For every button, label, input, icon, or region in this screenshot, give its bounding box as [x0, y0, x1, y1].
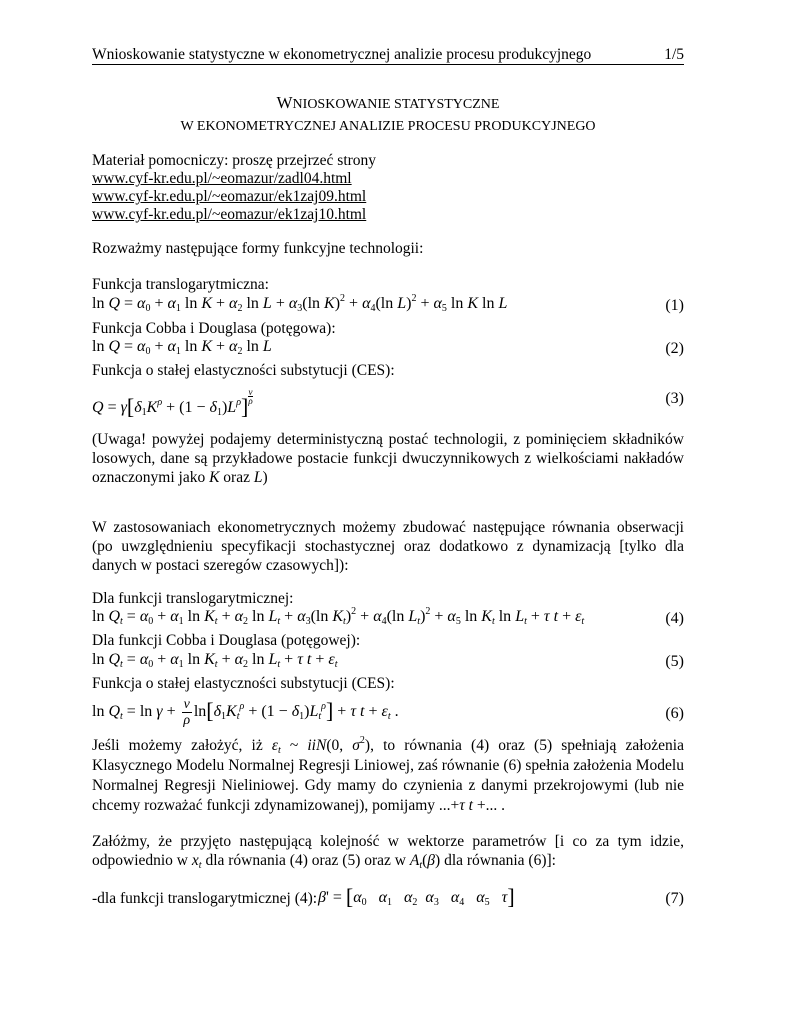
remark-text: (Uwaga! powyżej podajemy deterministyczną postać technologii, z pominięciem składników losowych, dane są przykładowe postacie funkcji dwuczynnikowych z wielkościami nakładów oznaczonymi jako — [92, 431, 684, 486]
equation-5: $\ln Q_t = \alpha_0 + \alpha_1$ $\ln K_t + \alpha_2$ $\ln L_t + \tau$ $t + \varepsilon_t$ (5) — [92, 651, 684, 670]
assume-text-b: dla równania (4) oraz (5) oraz w — [201, 852, 406, 869]
label-translog-obs: Dla funkcji translogarytmicznej: — [92, 590, 294, 607]
equation-2: $\ln Q = \alpha_0 + \alpha_1$ $\ln K + \alpha_2$ ln L (2) — [92, 338, 684, 357]
link-zadl04[interactable]: www.cyf-kr.edu.pl/~eomazur/zadl04.html — [92, 170, 352, 187]
equation-1: $\ln Q = \alpha_0 + \alpha_1$ $\ln K + \alpha_2$ $\ln L + \alpha_3(\ln$ $K)^2 + \alpha_4(\ln$ $L)^2 + \alpha_5$ ln K ln L (1) — [92, 293, 684, 314]
if-text-c: +... . — [472, 797, 505, 814]
eqnum-6: (6) — [665, 705, 684, 722]
eqnum-5: (5) — [665, 653, 684, 670]
label-ces: Funkcja o stałej elastyczności substytucji (CES): — [92, 362, 395, 379]
document-title — [92, 94, 684, 114]
label-vector: -dla funkcji translogarytmicznej (4): — [92, 890, 318, 907]
if-text-b: , to równania (4) oraz (5) spełniają założenia Klasycznego Modelu Normalnej Regresji Liniowej, zaś równanie (6) spełnia założenia Modelu Normalnej Regresji Nieliniowej. Gdy mamy do czynienia z danymi przekrojowymi (lub nie chcemy rozważać funkcji zdynamizowanej), pomijamy ...+ — [92, 737, 684, 814]
assume-text-a: Załóżmy, że przyjęto następującą kolejność w wektorze parametrów [i co za tym idzie, odpowiednio w — [92, 833, 684, 869]
remark-k: K — [209, 469, 220, 486]
title-line1: NIOSKOWANIE STATYSTYCZNE — [292, 97, 500, 112]
running-header — [92, 46, 684, 65]
equation-6: $\ln Q_t = \ln \gamma$ + $\frac{\nu}{\rho}$ $\ln[\delta_1K_t^\rho + (1 - \delta_1)L_t^\rho] + \tau$ $t + \varepsilon_t$ . (6) — [92, 697, 684, 728]
iid-formula: $\varepsilon_t$ ~ iiN(0, $\sigma^2$) — [271, 735, 371, 756]
header-title: Wnioskowanie statystyczne w ekonometrycznej analizie procesu produkcyjnego — [92, 46, 592, 63]
eqnum-4: (4) — [665, 610, 684, 627]
label-ces-obs: Funkcja o stałej elastyczności substytucji (CES): — [92, 675, 395, 692]
equation-7: $\beta' = [\alpha_0$ $\alpha_1$ $\alpha_2$ $\alpha_3$ $\alpha_4$ $\alpha_5$ τ] (7) — [318, 884, 684, 909]
remark-l: L — [253, 469, 263, 486]
link-ek1zaj10[interactable]: www.cyf-kr.edu.pl/~eomazur/ek1zaj10.html — [92, 206, 367, 223]
remark-paragraph — [92, 430, 684, 487]
eqnum-7: (7) — [665, 890, 684, 907]
remark-and: oraz — [219, 469, 254, 486]
consider-text: Rozważmy następujące formy funkcyjne technologii: — [92, 240, 424, 257]
link-ek1zaj09[interactable]: www.cyf-kr.edu.pl/~eomazur/ek1zaj09.html — [92, 188, 367, 205]
assumption-paragraph — [92, 736, 684, 816]
label-translog: Funkcja translogarytmiczna: — [92, 276, 269, 293]
document-subtitle: W EKONOMETRYCZNEJ ANALIZIE PROCESU PRODUKCYJNEGO — [180, 119, 596, 134]
parameter-order-paragraph: Załóżmy, że przyjęto następującą kolejność w wektorze parametrów [i co za tym idzie, odpowiednio w $x_t$ dla równania (4) oraz (5) oraz w $A_t(\beta)$ dla równania (6)]: — [92, 833, 684, 871]
material-intro: Materiał pomocniczy: proszę przejrzeć strony — [92, 152, 377, 169]
equation-3: $Q = \gamma[\delta_1K^\rho + (1 - \delta_1)L^\rho]$ $\frac{\nu}{\rho}$ (3) — [92, 387, 684, 419]
page-number: 1/5 — [664, 46, 684, 63]
title-initial: W — [276, 93, 293, 112]
eqnum-3: (3) — [665, 390, 684, 407]
observation-paragraph: W zastosowaniach ekonometrycznych możemy zbudować następujące równania obserwacji (po uwzględnieniu specyfikacji stochastycznej oraz dodatkowo z dynamizacją [tylko dla danych w postaci szeregów czasowych]): — [92, 519, 684, 574]
eqnum-1: (1) — [665, 297, 684, 314]
label-cobb-obs: Dla funkcji Cobba i Douglasa (potęgowej): — [92, 632, 361, 649]
tau-t: τ t — [459, 797, 473, 814]
assume-text-c: dla równania (6)]: — [440, 852, 556, 869]
equation-4: $\ln Q_t = \alpha_0 + \alpha_1$ $\ln K_t + \alpha_2$ $\ln L_t + \alpha_3(\ln$ $K_t)^2 + \alpha_4(\ln$ $L_t)^2 + \alpha_5$ $\ln K_t$ $\ln L_t + \tau$ $t + \varepsilon_t$ (4) — [92, 606, 684, 627]
if-text-a: Jeśli możemy założyć, iż — [92, 737, 263, 754]
remark-close: ) — [262, 469, 268, 486]
label-cobb: Funkcja Cobba i Douglasa (potęgowa): — [92, 320, 336, 337]
eqnum-2: (2) — [665, 340, 684, 357]
